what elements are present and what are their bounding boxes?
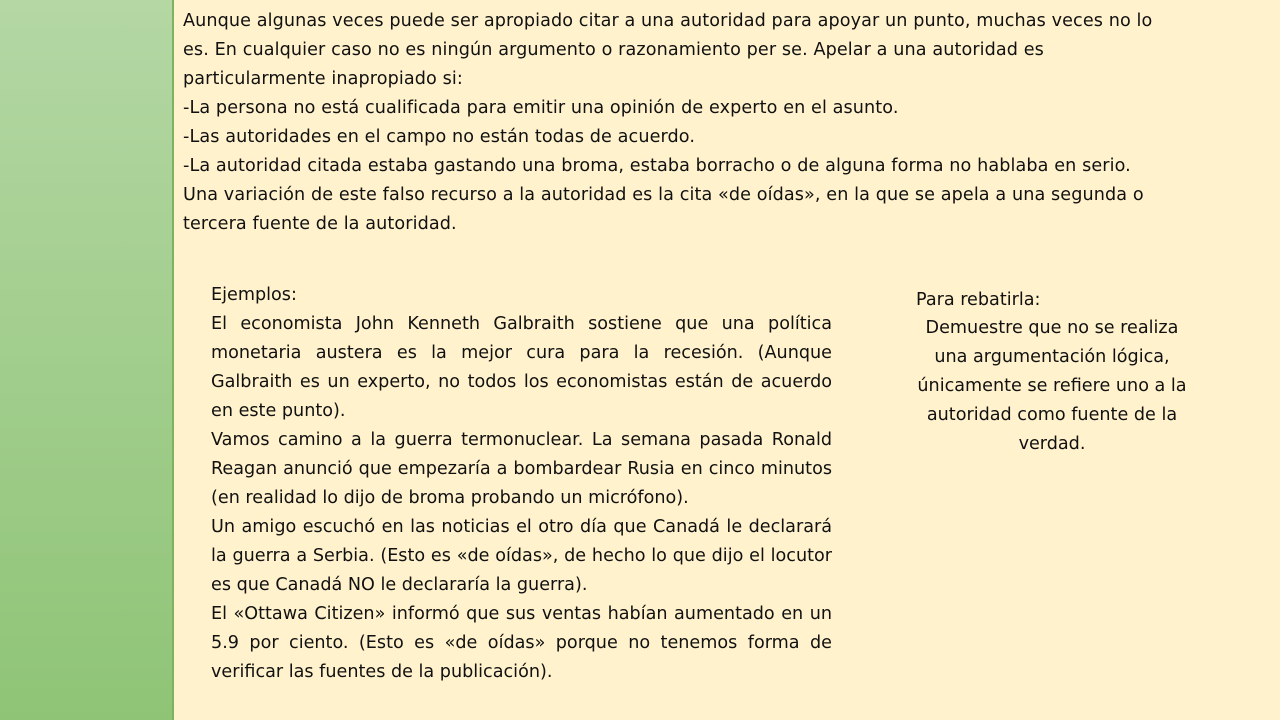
decorative-sidebar	[0, 0, 174, 720]
examples-block	[211, 281, 832, 687]
examples-label: Ejemplos:	[211, 285, 297, 305]
condition-item: -La persona no está cualificada para emitir una opinión de experto en el asunto.	[183, 98, 899, 118]
intro-block	[183, 7, 1183, 239]
example-item: El «Ottawa Citizen» informó que sus ventas habían aumentado en un 5.9 por ciento. (Esto es «de oídas» porque no tenemos forma de verificar las fuentes de la publicación).	[211, 604, 832, 682]
condition-item: -Las autoridades en el campo no están todas de acuerdo.	[183, 127, 696, 147]
intro-paragraph: Aunque algunas veces puede ser apropiado citar a una autoridad para apoyar un punto, muchas veces no lo es. En cualquier caso no es ningún argumento o razonamiento per se. Apelar a una autoridad es particularmente inapropiado si:	[183, 11, 1153, 89]
example-item: Un amigo escuchó en las noticias el otro día que Canadá le declarará la guerra a Serbia. (Esto es «de oídas», de hecho lo que dijo el locutor es que Canadá NO le declararía la guerra).	[211, 517, 832, 595]
condition-item: -La autoridad citada estaba gastando una broma, estaba borracho o de alguna forma no hablaba en serio.	[183, 156, 1131, 176]
variation-paragraph: Una variación de este falso recurso a la autoridad es la cita «de oídas», en la que se apela a una segunda o tercera fuente de la autoridad.	[183, 185, 1144, 234]
rebuttal-text: Demuestre que no se realiza una argumentación lógica, únicamente se refiere uno a la autoridad como fuente de la verdad.	[917, 318, 1187, 454]
example-item: Vamos camino a la guerra termonuclear. La semana pasada Ronald Reagan anunció que empezaría a bombardear Rusia en cinco minutos (en realidad lo dijo de broma probando un micrófono).	[211, 430, 832, 508]
rebuttal-label: Para rebatirla:	[916, 290, 1041, 310]
example-item: El economista John Kenneth Galbraith sostiene que una política monetaria austera es la mejor cura para la recesión. (Aunque Galbraith es un experto, no todos los economistas están de acuerdo en este punto).	[211, 314, 832, 421]
